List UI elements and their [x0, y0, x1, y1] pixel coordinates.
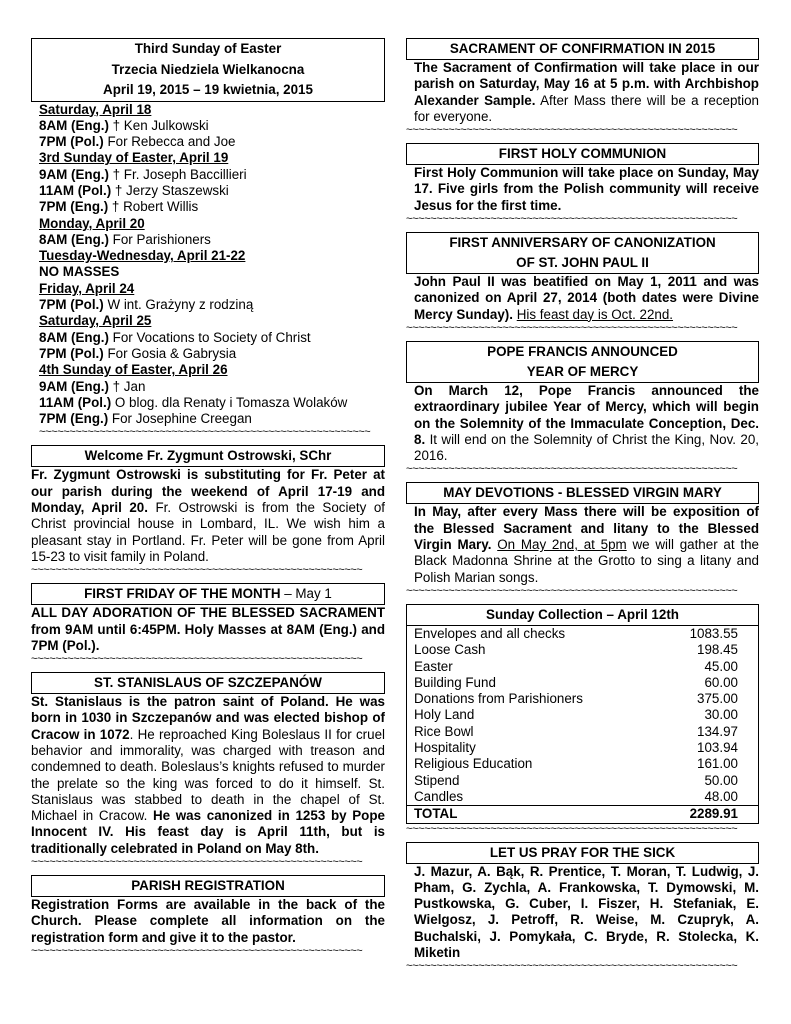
collection-row — [407, 740, 758, 756]
left-column — [31, 0, 385, 956]
collection-row — [407, 675, 758, 691]
collection-amount: 198.45 — [697, 642, 738, 658]
collection-label: Candles — [407, 789, 653, 806]
collection-amount: 50.00 — [704, 772, 738, 788]
separator: ~~~~~~~~~~~~~~~~~~~~~~~~~~~~~~~~~~~~~~~~~~~~~~~~~~~~~~~ — [406, 823, 738, 834]
collection-label: Stipend — [414, 772, 460, 788]
collection-row — [407, 691, 758, 707]
collection-row — [407, 789, 758, 806]
collection-amount: 103.94 — [697, 740, 738, 756]
separator: ~~~~~~~~~~~~~~~~~~~~~~~~~~~~~~~~~~~~~~~~~~~~~~~~~~~~~~~ — [406, 214, 738, 225]
mass-entry: 8AM (Eng.) For Vocations to Society of Christ — [39, 329, 311, 345]
collection-label: Loose Cash — [414, 642, 486, 658]
sick-text: J. Mazur, A. Bąk, R. Prentice, T. Moran, T. Ludwig, J. Pham, G. Zychla, A. Frankowska, T. Dymowski, M. Pustkowska, G. Cuber, I. Fiszer, H. Stefaniak, E. Wielgosz, J. Petroff, R. Weise, M. Czupryk, A. Buchalski, J. Pomykała, C. Bryde, R. Stolecka, K. Miketin — [414, 863, 759, 960]
total-label: TOTAL — [414, 806, 458, 822]
collection-label: Rice Bowl — [414, 723, 474, 739]
collection-amount: 48.00 — [653, 789, 758, 806]
separator: ~~~~~~~~~~~~~~~~~~~~~~~~~~~~~~~~~~~~~~~~~~~~~~~~~~~~~~~ — [31, 945, 363, 956]
collection-amount: 1083.55 — [689, 625, 738, 641]
collection-label: Building Fund — [414, 674, 496, 690]
mass-entry: 8AM (Eng.) For Parishioners — [39, 231, 211, 247]
collection-amount: 45.00 — [704, 658, 738, 674]
schedule-dates: April 19, 2015 – 19 kwietnia, 2015 — [103, 82, 313, 97]
collection-row — [407, 707, 758, 723]
mass-entry: 11AM (Pol.) † Jerzy Staszewski — [39, 182, 229, 198]
collection-row — [407, 642, 758, 658]
separator: ~~~~~~~~~~~~~~~~~~~~~~~~~~~~~~~~~~~~~~~~~~~~~~~~~~~~~~~ — [31, 565, 363, 576]
schedule-day: Saturday, April 25 — [39, 313, 152, 329]
mass-entry: 7PM (Pol.) W int. Grażyny z rodziną — [39, 297, 254, 313]
schedule-day: Saturday, April 18 — [39, 101, 152, 117]
separator: ~~~~~~~~~~~~~~~~~~~~~~~~~~~~~~~~~~~~~~~~~~~~~~~~~~~~~~~ — [406, 961, 738, 972]
schedule-title-pl: Trzecia Niedziela Wielkanocna — [111, 61, 305, 77]
mass-entry: 9AM (Eng.) † Fr. Joseph Baccillieri — [39, 166, 247, 182]
right-column — [406, 0, 759, 971]
schedule-day: 3rd Sunday of Easter, April 19 — [39, 150, 229, 166]
schedule-day: Tuesday-Wednesday, April 21-22 — [39, 248, 246, 264]
mass-entry: 7PM (Pol.) For Rebecca and Joe — [39, 134, 236, 150]
confirmation-title: SACRAMENT OF CONFIRMATION IN 2015 — [406, 38, 759, 60]
stanislaus-text: St. Stanislaus is the patron saint of Poland. He was born in 1030 in Szczepanów and was elected bishop of Cracow in 1072. He reproached King Boleslaus II for cruel behavior and immorality, was charged with treason and condemned to death. Boleslaus’s knights refused to murder the prelate so the king was forced to do it himself. St. Stanislaus was stabbed to death in the chapel of St. Michael in Cracow. He was canonized in 1253 by Pope Innocent IV. His feast day is April 11th, but is traditionally celebrated in Poland on May 8th. — [31, 694, 385, 856]
collection-row — [407, 756, 758, 772]
separator: ~~~~~~~~~~~~~~~~~~~~~~~~~~~~~~~~~~~~~~~~~~~~~~~~~~~~~~~ — [406, 322, 738, 333]
collection-total-row — [407, 806, 758, 823]
collection-box — [406, 604, 759, 824]
mercy-text: On March 12, Pope Francis announced the extraordinary jubilee Year of Mercy, which will begin on the Solemnity of the Immaculate Conception, Dec. 8. It will end on the Solemnity of Christ the King, Nov. 20, 2016. — [414, 382, 759, 464]
schedule-header — [31, 38, 385, 102]
separator: ~~~~~~~~~~~~~~~~~~~~~~~~~~~~~~~~~~~~~~~~~~~~~~~~~~~~~~~ — [406, 464, 738, 475]
collection-label: Hospitality — [414, 740, 476, 756]
separator: ~~~~~~~~~~~~~~~~~~~~~~~~~~~~~~~~~~~~~~~~~~~~~~~~~~~~~~~ — [406, 585, 738, 596]
collection-row — [407, 724, 758, 740]
schedule-day: 4th Sunday of Easter, April 26 — [39, 362, 228, 378]
collection-amount: 161.00 — [697, 756, 738, 772]
collection-row — [407, 626, 758, 642]
schedule-title-en: Third Sunday of Easter — [134, 41, 282, 56]
canonization-title: FIRST ANNIVERSARY OF CANONIZATION OF ST. JOHN PAUL II — [406, 232, 759, 274]
separator: ~~~~~~~~~~~~~~~~~~~~~~~~~~~~~~~~~~~~~~~~~~~~~~~~~~~~~~~ — [39, 427, 371, 438]
collection-label: Religious Education — [414, 756, 533, 772]
welcome-title: Welcome Fr. Zygmunt Ostrowski, SChr — [31, 445, 385, 467]
mass-schedule — [31, 102, 385, 438]
sick-title: LET US PRAY FOR THE SICK — [406, 842, 759, 864]
collection-label: Donations from Parishioners — [414, 691, 583, 707]
canonization-text: John Paul II was beatified on May 1, 2011 and was canonized on April 27, 2014 (both dates were Divine Mercy Sunday). His feast day is Oct. 22nd. — [414, 274, 759, 322]
mass-entry: 7PM (Eng.) For Josephine Creegan — [39, 411, 252, 427]
communion-title: FIRST HOLY COMMUNION — [406, 143, 759, 165]
mass-entry: 8AM (Eng.) † Ken Julkowski — [39, 117, 209, 133]
collection-amount: 375.00 — [697, 691, 738, 707]
collection-amount: 134.97 — [697, 723, 738, 739]
welcome-text: Fr. Zygmunt Ostrowski is substituting for Fr. Peter at our parish during the weekend of April 17-19 and Monday, April 20. Fr. Ostrowski is from the Society of Christ provincial house in Lombard, IL. We wish him a pleasant stay in Portland. Fr. Peter will be gone from April 15-23 to visit family in Poland. — [31, 467, 385, 564]
collection-table — [407, 626, 758, 823]
collection-amount: 60.00 — [704, 674, 738, 690]
collection-row — [407, 773, 758, 789]
registration-title: PARISH REGISTRATION — [31, 875, 385, 897]
collection-row — [407, 659, 758, 675]
first-friday-title: FIRST FRIDAY OF THE MONTH – May 1 — [31, 583, 385, 605]
communion-text: First Holy Communion will take place on Sunday, May 17. Five girls from the Polish community will receive Jesus for the first time. — [414, 165, 759, 213]
devotions-title: MAY DEVOTIONS - BLESSED VIRGIN MARY — [406, 482, 759, 504]
collection-title: Sunday Collection – April 12th — [407, 605, 758, 626]
mass-entry: 9AM (Eng.) † Jan — [39, 378, 146, 394]
first-friday-text: ALL DAY ADORATION OF THE BLESSED SACRAMENT from 9AM until 6:45PM. Holy Masses at 8AM (Eng.) and 7PM (Pol.). — [31, 605, 385, 653]
separator: ~~~~~~~~~~~~~~~~~~~~~~~~~~~~~~~~~~~~~~~~~~~~~~~~~~~~~~~ — [31, 654, 363, 665]
separator: ~~~~~~~~~~~~~~~~~~~~~~~~~~~~~~~~~~~~~~~~~~~~~~~~~~~~~~~ — [406, 125, 738, 136]
mass-entry: 7PM (Eng.) † Robert Willis — [39, 199, 199, 215]
devotions-text: In May, after every Mass there will be exposition of the Blessed Sacrament and litany to the Blessed Virgin Mary. On May 2nd, at 5pm we will gather at the Black Madonna Shrine at the Grotto to sing a litany and Polish Marian songs. — [414, 504, 759, 585]
collection-label: Envelopes and all checks — [414, 625, 566, 641]
collection-label: Easter — [414, 658, 453, 674]
total-amount: 2289.91 — [689, 806, 738, 822]
mass-entry: 11AM (Pol.) O blog. dla Renaty i Tomasza Wolaków — [39, 394, 348, 410]
collection-amount: 30.00 — [704, 707, 738, 723]
collection-label: Holy Land — [414, 707, 475, 723]
schedule-day: Friday, April 24 — [39, 280, 135, 296]
stanislaus-title: ST. STANISLAUS OF SZCZEPANÓW — [31, 672, 385, 694]
separator: ~~~~~~~~~~~~~~~~~~~~~~~~~~~~~~~~~~~~~~~~~~~~~~~~~~~~~~~ — [31, 857, 363, 868]
registration-text: Registration Forms are available in the back of the Church. Please complete all information on the registration form and give it to the pastor. — [31, 897, 385, 945]
mercy-title: POPE FRANCIS ANNOUNCED YEAR OF MERCY — [406, 341, 759, 383]
mass-entry: 7PM (Pol.) For Gosia & Gabrysia — [39, 345, 237, 361]
schedule-day: Monday, April 20 — [39, 215, 145, 231]
no-masses-note: NO MASSES — [39, 264, 120, 280]
confirmation-text: The Sacrament of Confirmation will take place in our parish on Saturday, May 16 at 5 p.m. with Archbishop Alexander Sample. After Mass there will be a reception for everyone. — [414, 60, 760, 124]
